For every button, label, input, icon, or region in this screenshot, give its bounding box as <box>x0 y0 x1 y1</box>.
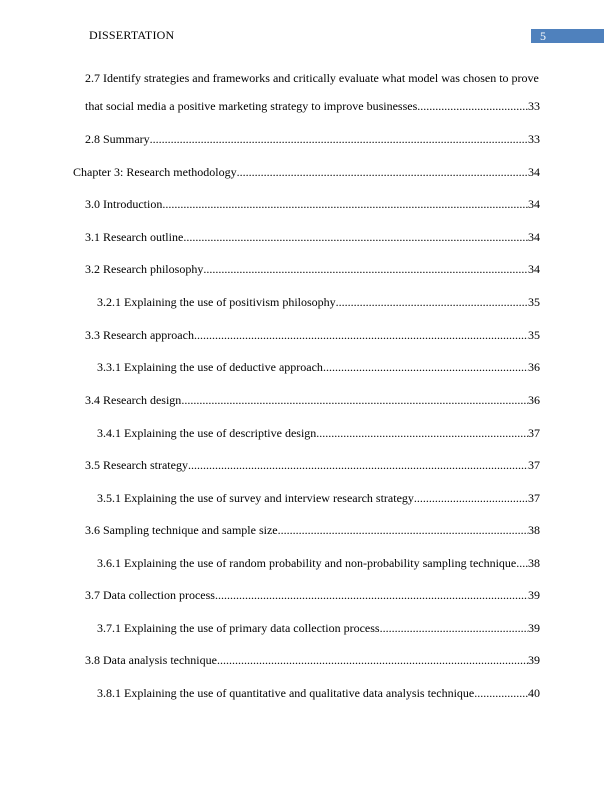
toc-entry-3-4[interactable] <box>85 393 540 407</box>
toc-leader-dots <box>380 621 528 635</box>
toc-leader-dots <box>417 99 528 113</box>
toc-entry-text: 3.1 Research outline <box>85 230 184 244</box>
toc-page-number: 37 <box>528 426 540 440</box>
toc-page-number: 34 <box>528 230 540 244</box>
toc-entry-text: 3.2 Research philosophy <box>85 262 204 276</box>
toc-entry-chapter-3[interactable] <box>73 165 540 179</box>
toc-entry-3-2[interactable] <box>85 262 540 276</box>
toc-page-number: 39 <box>528 653 540 667</box>
toc-leader-dots <box>183 230 528 244</box>
toc-entry-text: 2.8 Summary <box>85 132 150 146</box>
toc-leader-dots <box>237 165 528 179</box>
toc-entry-text: 3.3 Research approach <box>85 328 194 342</box>
toc-leader-dots <box>150 132 528 146</box>
toc-leader-dots <box>217 653 528 667</box>
toc-leader-dots <box>516 556 528 570</box>
toc-entry-text: Chapter 3: Research methodology <box>73 165 237 179</box>
toc-leader-dots <box>194 328 528 342</box>
toc-entry-3-5-1[interactable] <box>97 491 540 505</box>
toc-page-number: 39 <box>528 621 540 635</box>
toc-entry-text: 3.6 Sampling technique and sample size <box>85 523 278 537</box>
toc-entry-text: 3.5.1 Explaining the use of survey and interview research strategy <box>97 491 414 505</box>
toc-page-number: 35 <box>528 295 540 309</box>
toc-leader-dots <box>474 686 528 700</box>
toc-leader-dots <box>336 295 528 309</box>
toc-entry-3-8[interactable] <box>85 653 540 667</box>
toc-entry-3-3[interactable] <box>85 328 540 342</box>
toc-page-number: 33 <box>528 132 540 146</box>
toc-entry-2-7-line1: 2.7 Identify strategies and frameworks and critically evaluate what model was chosen to prove <box>85 71 539 85</box>
toc-page-number: 37 <box>528 458 540 472</box>
page-number-badge <box>531 29 604 43</box>
toc-page-number: 34 <box>528 197 540 211</box>
toc-entry-text: 3.0 Introduction <box>85 197 163 211</box>
toc-leader-dots <box>162 197 528 211</box>
toc-entry-3-1[interactable] <box>85 230 540 244</box>
toc-leader-dots <box>323 360 528 374</box>
toc-leader-dots <box>414 491 528 505</box>
toc-entry-3-0[interactable] <box>85 197 540 211</box>
toc-leader-dots <box>316 426 528 440</box>
toc-page-number: 36 <box>528 360 540 374</box>
toc-page-number: 33 <box>528 99 540 113</box>
toc-leader-dots <box>188 458 528 472</box>
toc-entry-text: that social media a positive marketing strategy to improve businesses <box>85 99 418 113</box>
toc-entry-3-7[interactable] <box>85 588 540 602</box>
toc-entry-text: 3.8.1 Explaining the use of quantitative and qualitative data analysis technique <box>97 686 475 700</box>
toc-entry-2-7[interactable] <box>85 99 540 113</box>
toc-entry-text: 3.7 Data collection process <box>85 588 215 602</box>
toc-entry-3-6[interactable] <box>85 523 540 537</box>
toc-leader-dots <box>203 262 528 276</box>
running-header-title: DISSERTATION <box>89 28 175 42</box>
toc-page-number: 40 <box>528 686 540 700</box>
toc-entry-3-4-1[interactable] <box>97 426 540 440</box>
toc-entry-text: 3.4.1 Explaining the use of descriptive design <box>97 426 317 440</box>
toc-entry-3-8-1[interactable] <box>97 686 540 700</box>
toc-page-number: 35 <box>528 328 540 342</box>
toc-entry-text: 3.8 Data analysis technique <box>85 653 217 667</box>
toc-entry-2-8[interactable] <box>85 132 540 146</box>
toc-entry-3-5[interactable] <box>85 458 540 472</box>
toc-entry-text: 3.6.1 Explaining the use of random probability and non-probability sampling technique <box>97 556 517 570</box>
toc-page-number: 38 <box>528 556 540 570</box>
toc-entry-text: 3.7.1 Explaining the use of primary data collection process <box>97 621 380 635</box>
toc-entry-text: 3.4 Research design <box>85 393 182 407</box>
page-number: 5 <box>540 29 546 43</box>
toc-page-number: 36 <box>528 393 540 407</box>
toc-entry-text: 3.5 Research strategy <box>85 458 188 472</box>
toc-entry-3-7-1[interactable] <box>97 621 540 635</box>
toc-page-number: 34 <box>528 262 540 276</box>
toc-leader-dots <box>278 523 528 537</box>
toc-page-number: 34 <box>528 165 540 179</box>
toc-page-number: 39 <box>528 588 540 602</box>
toc-entry-3-3-1[interactable] <box>97 360 540 374</box>
toc-entry-text: 3.2.1 Explaining the use of positivism philosophy <box>97 295 336 309</box>
toc-entry-3-6-1[interactable] <box>97 556 540 570</box>
toc-page-number: 38 <box>528 523 540 537</box>
toc-leader-dots <box>181 393 528 407</box>
toc-entry-3-2-1[interactable] <box>97 295 540 309</box>
toc-page-number: 37 <box>528 491 540 505</box>
toc-leader-dots <box>215 588 528 602</box>
toc-entry-text: 3.3.1 Explaining the use of deductive approach <box>97 360 323 374</box>
